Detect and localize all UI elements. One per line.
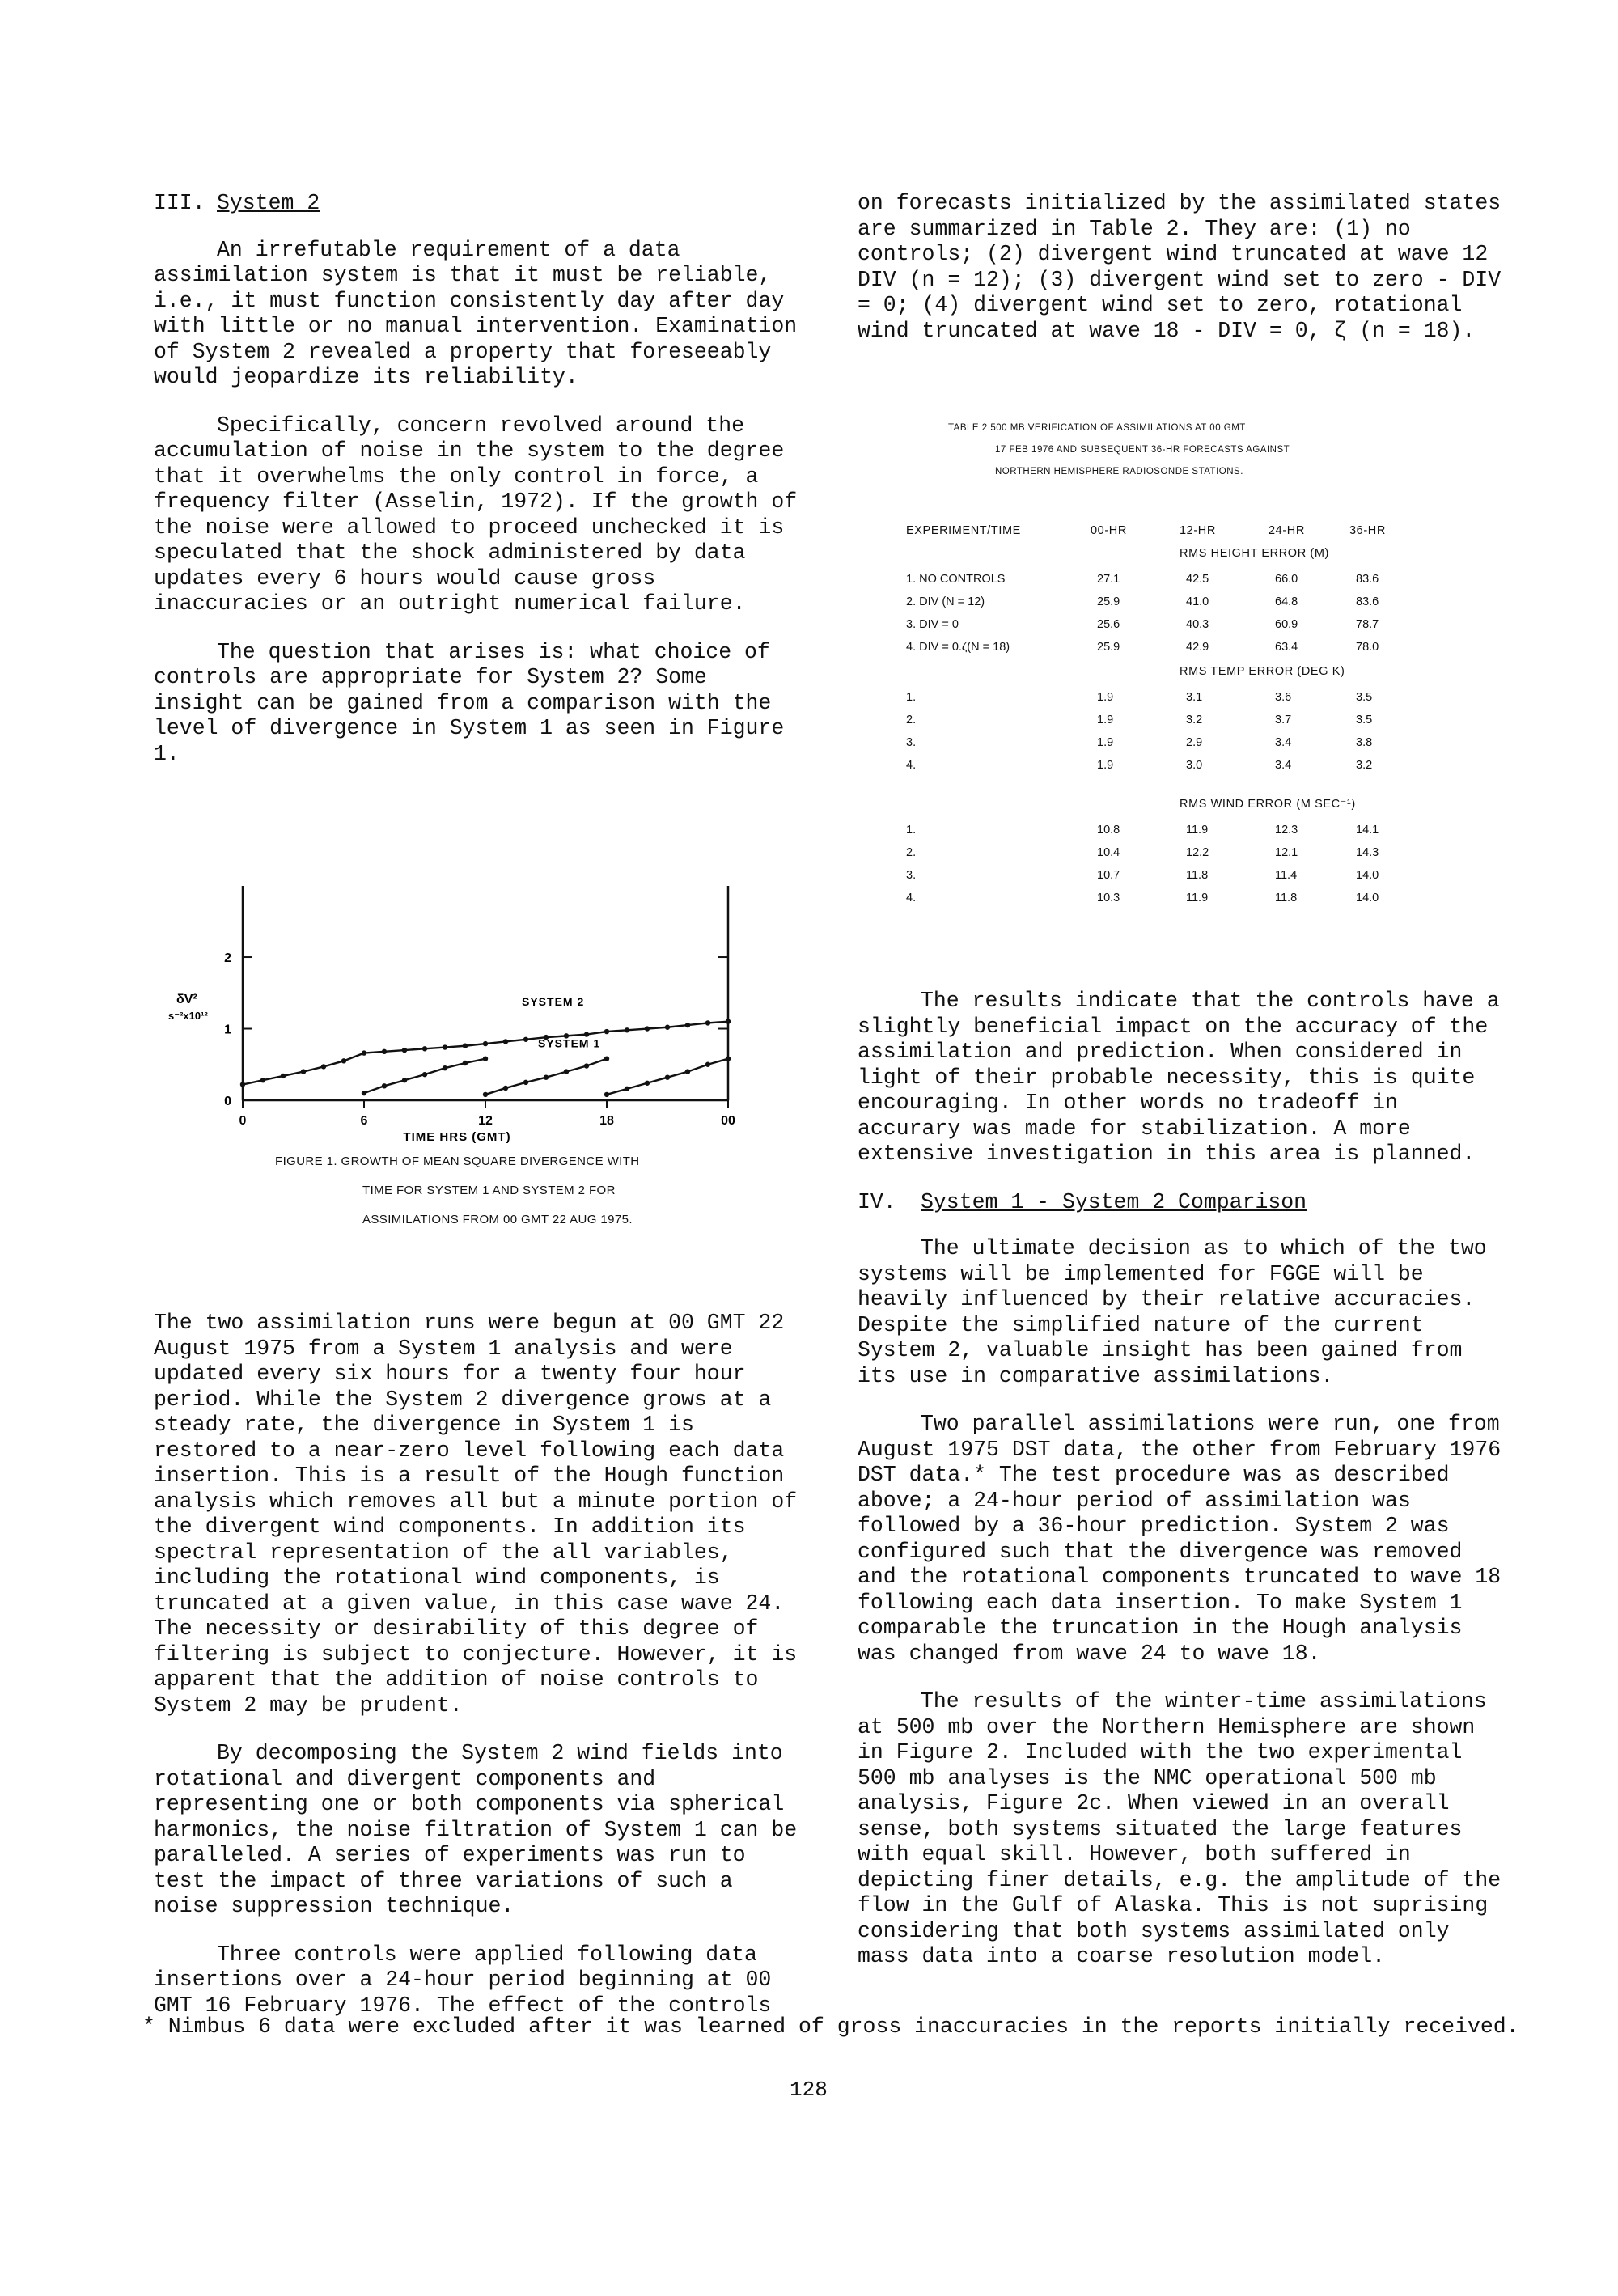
- paragraph: Two parallel assimilations were run, one from August 1975 DST data, the other from February 1976 DST data.* The test procedure was as described above; a 24-hour period of assimilation was followed by a 36-hour prediction. System 2 was configured such that the divergence was removed and the rotational components truncated to wave 18 following each data insertion. To make System 1 comparable the truncation in the Hough analysis was changed from wave 24 to wave 18.: [858, 1412, 1502, 1666]
- table-cell: 3.7: [1275, 714, 1292, 727]
- data-point: [625, 1027, 629, 1032]
- table-cell: 11.8: [1275, 892, 1298, 904]
- data-point: [382, 1049, 387, 1054]
- left-column-lower: [154, 1311, 801, 2019]
- table-header-cell: 12-HR: [1180, 524, 1216, 537]
- data-point: [483, 1041, 488, 1046]
- table-cell: 10.3: [1097, 892, 1120, 904]
- table-cell: 11.9: [1186, 892, 1209, 904]
- data-point: [604, 1092, 609, 1097]
- data-point: [665, 1074, 670, 1079]
- data-point: [443, 1044, 447, 1049]
- x-tick-label: 0: [239, 1114, 247, 1128]
- data-point: [625, 1087, 629, 1091]
- data-point: [645, 1081, 650, 1086]
- table-cell: 3.6: [1275, 691, 1292, 704]
- data-point: [503, 1086, 508, 1091]
- right-column-lower: [858, 989, 1505, 1970]
- table-cell: 66.0: [1275, 573, 1298, 586]
- table-cell: 12.2: [1186, 846, 1209, 859]
- table-cell: 40.3: [1186, 618, 1209, 631]
- table-cell: 25.6: [1097, 618, 1120, 631]
- table-cell: 1.9: [1097, 759, 1114, 772]
- table-row-label: 2. DIV (N = 12): [906, 595, 985, 608]
- table-cell: 3.5: [1356, 714, 1373, 727]
- table-section-title: RMS TEMP ERROR (DEG K): [1180, 665, 1345, 678]
- table-cell: 10.7: [1097, 869, 1120, 882]
- data-point: [523, 1037, 528, 1042]
- table-caption-line: TABLE 2 500 MB VERIFICATION OF ASSIMILATIONS AT 00 GMT: [948, 423, 1246, 433]
- figure-caption-line: ASSIMILATIONS FROM 00 GMT 22 AUG 1975.: [362, 1213, 633, 1226]
- table-header-cell: 00-HR: [1091, 524, 1127, 537]
- table-caption-line: 17 FEB 1976 AND SUBSEQUENT 36-HR FORECASTS AGAINST: [995, 445, 1290, 455]
- table-cell: 1.9: [1097, 736, 1114, 749]
- table-2-caption: [948, 417, 1401, 483]
- paragraph: Specifically, concern revolved around the accumulation of noise in the system to the degree that it overwhelms the only control in force, a frequency filter (Asselin, 1972). If the growth of the noise were allowed to proceed unchecked it is speculated that the shock administered by data updates every 6 hours would cause gross inaccuracies or an outright numerical failure.: [154, 413, 798, 616]
- section-heading-iv: IV. System 1 - System 2 Comparison: [858, 1189, 1307, 1214]
- table-cell: 83.6: [1356, 595, 1379, 608]
- data-point: [240, 1082, 245, 1087]
- table-row-label: 4. DIV = 0.ζ(N = 18): [906, 641, 1010, 654]
- paragraph: By decomposing the System 2 wind fields into rotational and divergent components and representing one or both components via spherical harmonics, the noise filtration of System 1 can be paralleled. A series of experiments was run to test the impact of three variations of such a noise suppression technique.: [154, 1741, 798, 1918]
- table-cell: 11.9: [1186, 824, 1209, 837]
- table-row-label: 1.: [906, 691, 917, 704]
- data-point: [422, 1046, 427, 1051]
- table-cell: 14.0: [1356, 892, 1379, 904]
- left-column-upper: [154, 191, 801, 767]
- data-point: [260, 1078, 265, 1082]
- table-cell: 25.9: [1097, 595, 1120, 608]
- paragraph: The ultimate decision as to which of the two systems will be implemented for FGGE will be heavily influenced by their relative accuracies. Despite the simplified nature of the current System 2, valuable insight has been gained from its use in comparative assimilations.: [858, 1236, 1487, 1388]
- figure-1-plot: [168, 886, 735, 1144]
- table-cell: 2.9: [1186, 736, 1203, 749]
- paragraph: on forecasts initialized by the assimilated states are summarized in Table 2. They are: (1) no controls; (2) divergent wind truncated at wave 12 DIV (n = 12); (3) divergent wind set to zero - DIV = 0; (4) divergent wind set to zero, rotational wind truncated at wave 18 - DIV = 0, ζ (n = 18).: [858, 191, 1502, 343]
- data-point: [402, 1078, 407, 1082]
- paragraph: The results of the winter-time assimilations at 500 mb over the Northern Hemisphere are shown in Figure 2. Included with the two experimental 500 mb analyses is the NMC operational 500 mb analysis, Figure 2c. When viewed in an overall sense, both systems situated the large features with equal skill. However, both suffered in depicting finer details, e.g. the amplitude of the flow in the Gulf of Alaska. This is not suprising considering that both systems assimilated only mass data into a coarse resolution model.: [858, 1689, 1502, 1968]
- table-cell: 63.4: [1275, 641, 1298, 654]
- table-row-label: 1. NO CONTROLS: [906, 573, 1006, 586]
- x-axis-label: TIME HRS (GMT): [403, 1130, 511, 1144]
- data-point: [564, 1069, 569, 1074]
- table-cell: 64.8: [1275, 595, 1298, 608]
- paragraph: An irrefutable requirement of a data assimilation system is that it must be reliable, i.e., it must function consistently day after day with little or no manual intervention. Examination of System 2 revealed a property that foreseeably would jeopardize its reliability.: [154, 237, 798, 389]
- table-cell: 3.0: [1186, 759, 1203, 772]
- table-row-label: 3.: [906, 736, 917, 749]
- table-cell: 12.1: [1275, 846, 1298, 859]
- table-cell: 42.9: [1186, 641, 1209, 654]
- table-cell: 14.3: [1356, 846, 1379, 859]
- table-row-label: 2.: [906, 714, 917, 727]
- table-row-label: 4.: [906, 892, 917, 904]
- data-point: [463, 1044, 468, 1048]
- table-cell: 78.7: [1356, 618, 1379, 631]
- data-point: [321, 1064, 326, 1069]
- table-cell: 41.0: [1186, 595, 1209, 608]
- table-cell: 10.4: [1097, 846, 1120, 859]
- table-row-label: 3. DIV = 0: [906, 618, 959, 631]
- table-cell: 1.9: [1097, 691, 1114, 704]
- table-cell: 14.1: [1356, 824, 1379, 837]
- figure-1-chart: [162, 878, 777, 1153]
- data-point: [604, 1029, 609, 1034]
- data-point: [402, 1048, 407, 1053]
- page-number: 128: [790, 2078, 828, 2102]
- table-row-label: 4.: [906, 759, 917, 772]
- table-cell: 11.4: [1275, 869, 1298, 882]
- paragraph: The two assimilation runs were begun at 00 GMT 22 August 1975 from a System 1 analysis and were updated every six hours for a twenty four hour period. While the System 2 divergence grows at a steady rate, the divergence in System 1 is restored to a near-zero level following each data insertion. This is a result of the Hough function analysis which removes all but a minute portion of the divergent wind components. In addition its spectral representation of the all variables, including the rotational wind components, is truncated at a given value, in this case wave 24. The necessity or desirability of this degree of filtering is subject to conjecture. However, it is apparent that the addition of noise controls to System 2 may be prudent.: [154, 1311, 798, 1718]
- data-point: [705, 1062, 710, 1067]
- annotation-system-2: SYSTEM 2: [522, 995, 585, 1009]
- y-tick-label: 2: [224, 951, 231, 966]
- data-point: [483, 1092, 488, 1097]
- x-tick-label: 6: [360, 1114, 368, 1128]
- table-cell: 83.6: [1356, 573, 1379, 586]
- data-point: [362, 1091, 366, 1095]
- table-cell: 3.1: [1186, 691, 1203, 704]
- x-tick-label: 00: [721, 1114, 735, 1128]
- table-cell: 27.1: [1097, 573, 1120, 586]
- table-cell: 1.9: [1097, 714, 1114, 727]
- y-axis-label: δV²: [176, 993, 197, 1006]
- paragraph: Three controls were applied following data insertions over a 24-hour period beginning at 00 GMT 16 February 1976. The effect of the controls: [154, 1942, 772, 2018]
- table-cell: 3.2: [1186, 714, 1203, 727]
- data-point: [523, 1080, 528, 1085]
- table-section-title: RMS HEIGHT ERROR (M): [1180, 547, 1329, 560]
- annotation-system-1: SYSTEM 1: [538, 1036, 601, 1050]
- section-heading-iii: III. System 2: [154, 191, 320, 215]
- table-cell: 3.8: [1356, 736, 1373, 749]
- table-cell: 78.0: [1356, 641, 1379, 654]
- paragraph: The results indicate that the controls have a slightly beneficial impact on the accuracy of the assimilation and prediction. When considered in light of their probable necessity, this is quite encouraging. In other words no tradeoff in accurary was made for stabilization. A more extensive investigation in this area is planned.: [858, 989, 1500, 1166]
- y-tick-label: 0: [224, 1095, 231, 1108]
- table-cell: 11.8: [1186, 869, 1209, 882]
- series-line-system-2: [243, 1022, 728, 1085]
- table-row-label: 2.: [906, 846, 917, 859]
- y-tick-label: 1: [224, 1023, 231, 1037]
- paragraph: The question that arises is: what choice of controls are appropriate for System 2? Some insight can be gained from a comparison with the level of divergence in System 1 as seen in Figure 1.: [154, 639, 785, 766]
- figure-caption-line: TIME FOR SYSTEM 1 AND SYSTEM 2 FOR: [362, 1184, 616, 1197]
- table-cell: 60.9: [1275, 618, 1298, 631]
- data-point: [705, 1020, 710, 1025]
- table-header-cell: EXPERIMENT/TIME: [906, 524, 1021, 537]
- table-cell: 3.4: [1275, 736, 1292, 749]
- table-cell: 25.9: [1097, 641, 1120, 654]
- table-row-label: 1.: [906, 824, 917, 837]
- data-point: [281, 1074, 286, 1078]
- data-point: [463, 1061, 468, 1065]
- data-point: [382, 1083, 387, 1088]
- data-point: [685, 1023, 690, 1027]
- table-cell: 42.5: [1186, 573, 1209, 586]
- table-section-title: RMS WIND ERROR (M SEC⁻¹): [1180, 798, 1356, 811]
- table-cell: 12.3: [1275, 824, 1298, 837]
- table-cell: 14.0: [1356, 869, 1379, 882]
- table-header-cell: 24-HR: [1269, 524, 1305, 537]
- data-point: [443, 1065, 447, 1070]
- table-cell: 10.8: [1097, 824, 1120, 837]
- figure-1-caption: [275, 1147, 760, 1235]
- figure-caption-line: FIGURE 1. GROWTH OF MEAN SQUARE DIVERGENCE WITH: [275, 1154, 640, 1168]
- table-cell: 3.4: [1275, 759, 1292, 772]
- data-point: [726, 1019, 731, 1023]
- table-caption-line: NORTHERN HEMISPHERE RADIOSONDE STATIONS.: [995, 467, 1243, 477]
- y-axis-label-units: s⁻²x10¹²: [168, 1010, 208, 1022]
- data-point: [685, 1069, 690, 1074]
- table-row-label: 3.: [906, 869, 917, 882]
- footnote: * Nimbus 6 data were excluded after it was learned of gross inaccuracies in the reports initially received.: [142, 2014, 1519, 2039]
- data-point: [584, 1063, 589, 1068]
- data-point: [483, 1056, 488, 1061]
- data-point: [645, 1026, 650, 1031]
- data-point: [665, 1025, 670, 1030]
- data-point: [503, 1039, 508, 1044]
- x-tick-label: 18: [599, 1114, 614, 1128]
- data-point: [362, 1050, 366, 1055]
- table-cell: 3.2: [1356, 759, 1373, 772]
- table-header-cell: 36-HR: [1349, 524, 1386, 537]
- data-point: [604, 1056, 609, 1061]
- data-point: [422, 1072, 427, 1077]
- data-point: [544, 1074, 549, 1079]
- table-2: [906, 518, 1424, 914]
- x-tick-label: 12: [478, 1114, 493, 1128]
- data-point: [726, 1056, 731, 1061]
- table-cell: 3.5: [1356, 691, 1373, 704]
- right-column-upper: [858, 191, 1505, 344]
- data-point: [301, 1069, 306, 1074]
- data-point: [341, 1058, 346, 1063]
